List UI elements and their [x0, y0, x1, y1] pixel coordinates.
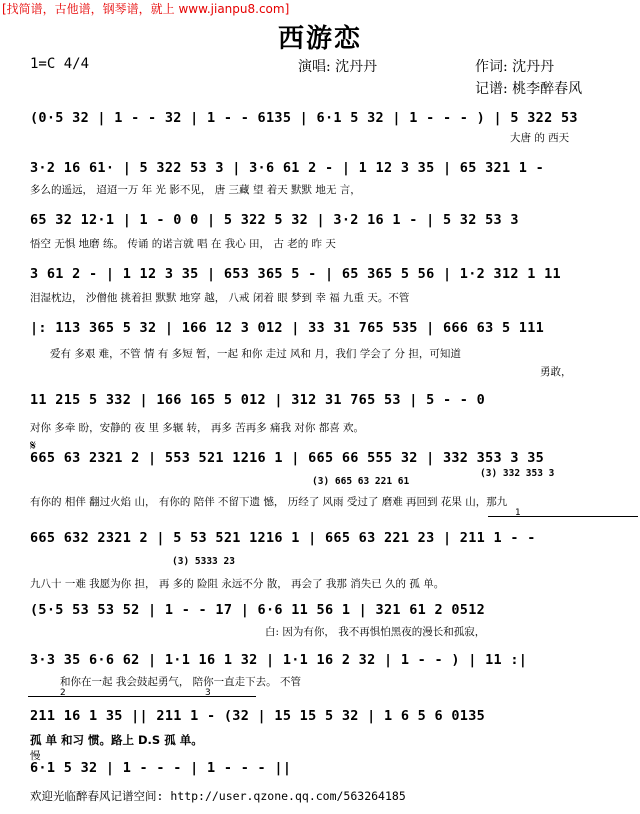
key-time-signature: 1=C 4/4 [30, 56, 90, 72]
volta-2-label: 2 [60, 688, 66, 698]
lyric-row-5: 爱有 多艰 难，不管 情 有 多短 暂，一起 和你 走过 风和 月，我们 学会了 分 担，可知道 [50, 348, 461, 360]
volta-3-label: 3 [205, 688, 211, 698]
score-row-4: 3 61 2 - | 1 12 3 35 | 653 365 5 - | 65 365 5 56 | 1·2 312 1 11 [30, 266, 561, 282]
volta-1-label: 1 [515, 508, 521, 518]
score-row-3: 65 32 12·1 | 1 - 0 0 | 5 322 5 32 | 3·2 16 1 - | 5 32 53 3 [30, 212, 519, 228]
lyric-row-7: 有你的 相伴 翻过火焰 山， 有你的 陪伴 不留下遗 憾， 历经了 风雨 受过了 磨难 再回到 花果 山，那九 [30, 496, 508, 508]
score-row-6: 11 215 5 332 | 166 165 5 012 | 312 31 765 53 | 5 - - 0 [30, 392, 486, 408]
triplet-b: (3) 332 353 3 [480, 468, 555, 479]
score-row-7: 665 63 2321 2 | 553 521 1216 1 | 665 66 555 32 | 332 353 3 35 [30, 450, 545, 466]
lyric-row-11: 孤 单 和习 惯。路上 D.S 孤 单。 [30, 733, 203, 747]
score-row-8: 665 632 2321 2 | 5 53 521 1216 1 | 665 63 221 23 | 211 1 - - [30, 530, 536, 546]
triplet-a: (3) 665 63 221 61 [312, 476, 410, 487]
volta-2-bracket [28, 696, 188, 697]
tempo-mark: 慢 [30, 750, 41, 762]
score-row-11: 211 16 1 35 || 211 1 - (32 | 15 15 5 32 | 1 6 5 6 0135 [30, 708, 486, 724]
lyric-row-6: 对你 多牵 盼，安静的 夜 里 多辗 转， 再多 苦再多 痛我 对你 都喜 欢。 [30, 422, 365, 434]
score-row-12: 6·1 5 32 | 1 - - - | 1 - - - || [30, 760, 292, 776]
segno-sign: 𝄋 [30, 438, 37, 454]
lyric-row-3: 悟空 无惧 地磨 练。 传诵 的诺言就 唱 在 我心 田， 古 老的 昨 天 [30, 238, 336, 250]
score-row-10: 3·3 35 6·6 62 | 1·1 16 1 32 | 1·1 16 2 32 | 1 - - ) | 11 :| [30, 652, 528, 668]
volta-3-bracket [176, 696, 256, 697]
score-row-1: (0·5 32 | 1 - - 32 | 1 - - 6135 | 6·1 5 32 | 1 - - - ) | 5 322 53 [30, 110, 578, 126]
score-row-5: |: 113 365 5 32 | 166 12 3 012 | 33 31 765 535 | 666 63 5 111 [30, 320, 545, 336]
lyric-row-9: 白: 因为有你， 我不再惧怕黑夜的漫长和孤寂， [265, 626, 486, 638]
singer-credit: 演唱: 沈丹丹 [298, 59, 378, 75]
score-row-9: (5·5 53 53 52 | 1 - - 17 | 6·6 11 56 1 | 321 61 2 0512 [30, 602, 486, 618]
lyric-row-10: 和你在一起 我会鼓起勇气， 陪你一直走下去。 不管 [60, 676, 302, 688]
lyric-row-8: 九八十 一难 我愿为你 担， 再 多的 险阻 永远不分 散， 再会了 我那 消失已 久的 孤 单。 [30, 578, 445, 590]
watermark: [找简谱，古他谱，钢琴谱，就上 www.jianpu8.com] [2, 2, 290, 16]
alt-lyric: 勇敢， [540, 366, 572, 378]
lyric-row-1: 大唐 的 西天 [510, 132, 570, 144]
volta-1-bracket [488, 516, 638, 517]
lyricist-credit: 作词: 沈丹丹 [475, 59, 555, 75]
triplet-c: (3) 5333 23 [172, 556, 235, 567]
score-row-2: 3·2 16 61· | 5 322 53 3 | 3·6 61 2 - | 1 12 3 35 | 65 321 1 - [30, 160, 545, 176]
footer-credit: 欢迎光临醉春风记谱空间: http://user.qzone.qq.com/563264185 [30, 789, 406, 803]
transcriber-credit: 记谱: 桃李醉春风 [475, 81, 583, 97]
lyric-row-2: 多么的遥远， 迢迢一万 年 光 影不见， 唐 三藏 望 着天 默默 地无 言， [30, 184, 361, 196]
song-title: 西游恋 [277, 24, 362, 54]
lyric-row-4: 泪湿枕边， 沙僧他 挑着担 默默 地穿 越， 八戒 闭着 眼 梦到 幸 福 九重 天。不管 [30, 292, 410, 304]
